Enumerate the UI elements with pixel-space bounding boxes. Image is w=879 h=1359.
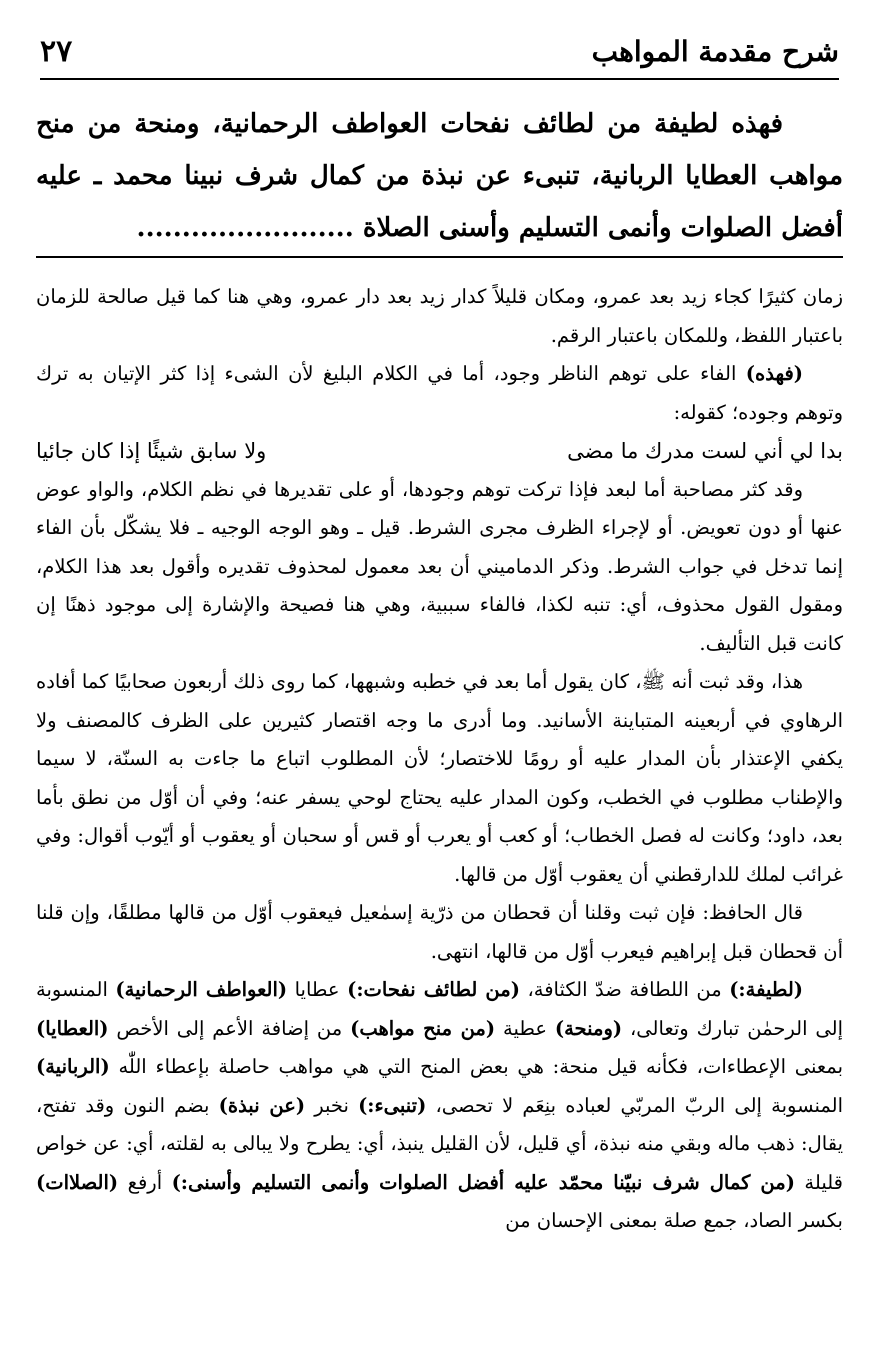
page-number: ٢٧ bbox=[40, 34, 73, 69]
matn-text-block bbox=[36, 98, 843, 254]
lemma: (الربانية) bbox=[36, 1055, 110, 1078]
lemma: (من كمال شرف نبيّنا محمّد عليه أفضل الصلوات وأنمى التسليم وأسنى:) bbox=[171, 1170, 795, 1194]
commentary-block bbox=[36, 278, 843, 1241]
lemma: (العطايا) bbox=[36, 1016, 109, 1040]
commentary-paragraph: وقد كثر مصاحبة أما لبعد فإذا تركت توهم وجودها، أو على تقديرها في نظم الكلام، والواو عوض عنها أو دون تعويض. أو لإجراء الظرف مجرى الشرط. قيل ـ وهو الوجه الوجيه ـ فلا يشكّل بأن الفاء إنما تدخل في جواب الشرط. وذكر الدماميني أن بعد معمول لمحذوف تقديره وأقول بعد هذا الكلام، ومقول القول محذوف، أي: تنبه لكذا، فالفاء سببية، وهي هنا فصيحة والإشارة إلى موجود ذهنًا إن كانت قبل التأليف. bbox=[36, 477, 843, 655]
matn-text: فهذه لطيفة من لطائف نفحات العواطف الرحمانية، ومنحة من منح مواهب العطايا الربانية، تنبىء عن نبذة من كمال شرف نبينا محمد ـ عليه أفضل الصلوات وأنمى التسليم وأسنى الصلاة bbox=[36, 109, 843, 243]
lemma: (من منح مواهب) bbox=[350, 1016, 496, 1040]
commentary-text: بكسر الصاد، جمع صلة بمعنى الإحسان من bbox=[505, 1209, 843, 1232]
running-title: شرح مقدمة المواهب bbox=[591, 35, 839, 68]
commentary-paragraph: قال الحافظ: فإن ثبت وقلنا أن قحطان من ذرّية إسمٰعيل فيعقوب أوّل من قالها مطلقًا، وإن قلنا أن قحطان قبل إبراهيم فيعرب أوّل من قالها، انتهى. bbox=[36, 901, 843, 963]
commentary-text: عطايا bbox=[287, 978, 348, 1001]
commentary-text: من إضافة الأعم إلى الأخص bbox=[108, 1016, 351, 1040]
commentary-text: بمعنى الإعطاءات، فكأنه قيل منحة: هي بعض المنح التي هي مواهب حاصلة بإعطاء اللّٰه bbox=[109, 1055, 843, 1078]
commentary-text: من اللطافة ضدّ الكثافة، bbox=[519, 978, 730, 1001]
page-header bbox=[40, 28, 839, 80]
commentary-text: المنسوبة إلى الرحمٰن تبارك وتعالى، bbox=[36, 978, 844, 1040]
commentary-paragraph bbox=[36, 355, 843, 432]
commentary-text: الفاء على توهم الناظر وجود، أما في الكلام البليغ لأن الشىء إذا كثر الإتيان به ترك وتوهم وجوده؛ كقوله: bbox=[36, 362, 843, 424]
commentary-paragraph: هذا، وقد ثبت أنه ﷺ، كان يقول أما بعد في خطبه وشبهها، كما روى ذلك أربعون صحابيًا كما أفاده الرهاوي في أربعينه المتباينة الأسانيد. وما أدرى ما وجه اقتصار كثيرين على الظرف كالمصنف ولا يكفي الإعتذار بأن المدار عليه أو رومًا للاختصار؛ لأن المطلوب اتباع ما جاءت به السنّة، لا سيما والإطناب مطلوب في الخطب، وكون المدار عليه يحتاج لوحي يسفر عنه؛ وفي أن أوّل من نطق بأما بعد، داود؛ وكانت له فصل الخطاب؛ أو كعب أو يعرب أو قس أو سحبان أو يعقوب أو أيّوب أقوال: وفي غرائب لملك للدارقطني أن يعقوب أوّل من قالها. bbox=[36, 670, 843, 886]
commentary-paragraph: زمان كثيرًا كجاء زيد بعد عمرو، ومكان قليلاً كدار زيد بعد دار عمرو، وهي هنا كما قيل صالحة للزمان باعتبار اللفظ، وللمكان باعتبار الرقم. bbox=[36, 285, 843, 347]
verse-second-hemistich: ولا سابق شيئًا إذا كان جائيا bbox=[36, 439, 267, 463]
lemma: (من لطائف نفحات:) bbox=[347, 978, 520, 1001]
commentary-text: المنسوبة إلى الربّ المربّي لعباده بنِعَم لا تحصى، bbox=[426, 1093, 844, 1117]
lemma: (الصلاات) bbox=[36, 1170, 119, 1194]
matn-ellipsis: ........................ bbox=[136, 213, 354, 243]
matn-paragraph bbox=[36, 98, 843, 254]
commentary-text: بضم النون وقد تفتح، يقال: ذهب ماله وبقي منه نبذة، أي قليل، لأن القليل ينبذ، أي: يطرح ولا يبالى به لقلته، أي: عن خواص قليلة bbox=[36, 1093, 843, 1194]
poetry-verse bbox=[36, 432, 843, 471]
lemma: (ومنحة) bbox=[554, 1016, 623, 1040]
lemma: (فهذه) bbox=[745, 362, 803, 385]
lemma: (تنبىء:) bbox=[358, 1093, 427, 1117]
verse-first-hemistich: بدا لي أني لست مدرك ما مضى bbox=[567, 439, 843, 463]
lemma: (لطيفة:) bbox=[729, 978, 803, 1001]
lemma: (العواطف الرحمانية) bbox=[115, 978, 288, 1001]
commentary-text: أرفع bbox=[118, 1170, 172, 1194]
commentary-text: عطية bbox=[495, 1016, 555, 1040]
lemma: (عن نبذة) bbox=[218, 1093, 306, 1117]
commentary-text: نخبر bbox=[305, 1093, 359, 1117]
section-divider bbox=[36, 256, 843, 258]
commentary-paragraph bbox=[36, 971, 843, 1241]
